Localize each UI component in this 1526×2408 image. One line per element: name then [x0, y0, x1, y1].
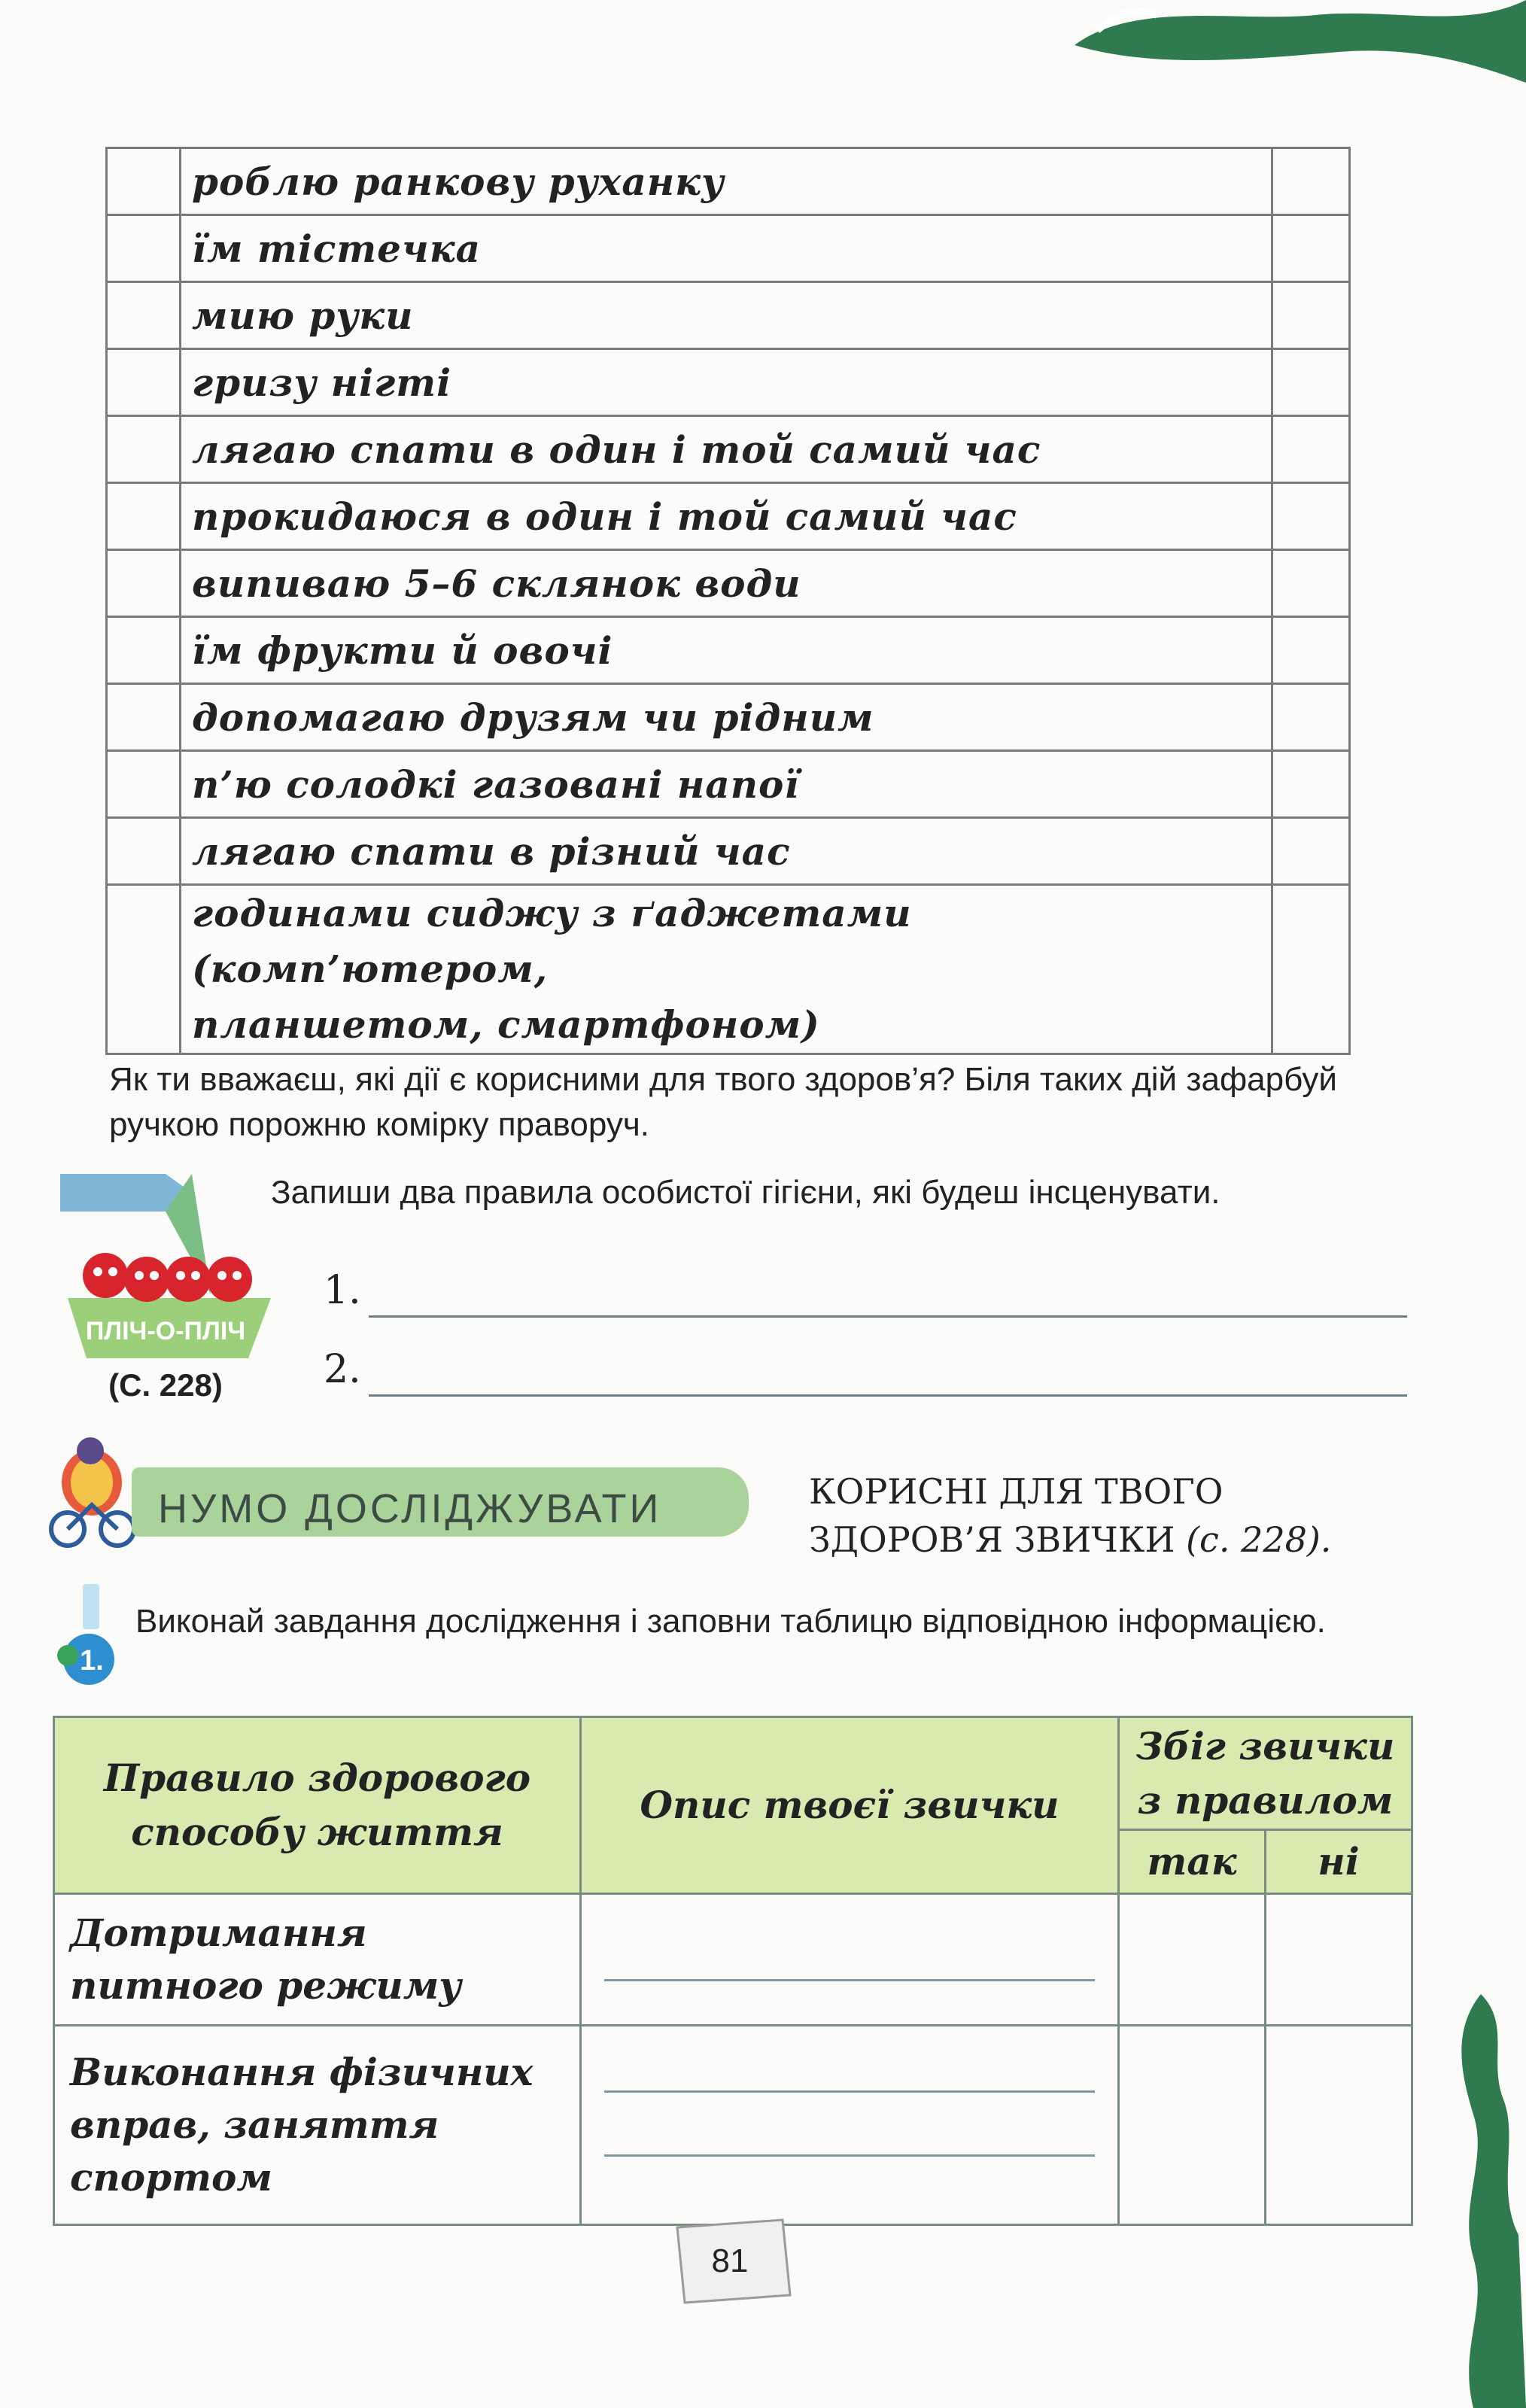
habit-row: [107, 349, 1350, 416]
habit-text-line: годинами сиджу з ґаджетами (комп’ютером,: [192, 891, 912, 991]
habit-input-cell[interactable]: [581, 2026, 1119, 2225]
rule-cell: Виконання фізичних вправ, заняття спортом: [54, 2026, 581, 2225]
habit-row: [107, 416, 1350, 483]
habit-mark-cell[interactable]: [1272, 282, 1350, 349]
habit-text-line: планшетом, смартфоном): [192, 1002, 820, 1047]
topic-title: [809, 1467, 1331, 1564]
topic-page: (с. 228).: [1186, 1519, 1332, 1560]
habit-mark-cell[interactable]: [1272, 148, 1350, 215]
habit-left-cell: [107, 282, 181, 349]
task-text: Виконай завдання дослідження і заповни таблицю відповідною інформацією.: [135, 1603, 1326, 1640]
corner-decoration: [1044, 0, 1526, 83]
habit-mark-cell[interactable]: [1272, 751, 1350, 818]
habit-text: лягаю спати в різний час: [181, 818, 1272, 885]
habit-text: їм тістечка: [181, 215, 1272, 282]
habit-row: [107, 751, 1350, 818]
answer-number: 1.: [324, 1268, 361, 1313]
question-text: Як ти вважаєш, які дії є корисними для твого здоров’я? Біля таких дій зафарбуй ручкою порожню комірку праворуч.: [109, 1061, 1337, 1143]
habit-mark-cell[interactable]: [1272, 416, 1350, 483]
habit-mark-cell[interactable]: [1272, 617, 1350, 684]
habit-row: [107, 550, 1350, 617]
habit-text: прокидаюся в один і той самий час: [181, 483, 1272, 550]
col-rule-header: Правило здорового способу життя: [54, 1717, 581, 1894]
habit-left-cell: [107, 215, 181, 282]
habit-input-cell[interactable]: [581, 1894, 1119, 2026]
habit-left-cell: [107, 550, 181, 617]
task-number: 1.: [80, 1645, 104, 1677]
team-badge-icon: [53, 1159, 278, 1407]
col-match-header: Збіг звички з правилом: [1119, 1717, 1412, 1830]
topic-line-1: КОРИСНІ ДЛЯ ТВОГО: [809, 1471, 1224, 1512]
habit-row: [107, 885, 1350, 1054]
habit-left-cell: [107, 416, 181, 483]
habit-text: випиваю 5–6 склянок води: [181, 550, 1272, 617]
habit-mark-cell[interactable]: [1272, 483, 1350, 550]
team-badge-label: ПЛІЧ-О-ПЛІЧ: [85, 1317, 246, 1345]
habits-table: [105, 147, 1351, 1055]
habit-text: роблю ранкову руханку: [181, 148, 1272, 215]
col-no-header: ні: [1266, 1830, 1412, 1894]
habit-text: [181, 885, 1272, 1054]
write-line: [604, 2090, 1095, 2093]
no-cell[interactable]: [1266, 2026, 1412, 2225]
habit-text: допомагаю друзям чи рідним: [181, 684, 1272, 751]
habit-left-cell: [107, 818, 181, 885]
habit-left-cell: [107, 684, 181, 751]
flask-icon: [53, 1584, 128, 1689]
habit-mark-cell[interactable]: [1272, 215, 1350, 282]
bug-cyclist-icon: [45, 1430, 143, 1550]
habit-left-cell: [107, 617, 181, 684]
habit-row: [107, 684, 1350, 751]
explore-banner: [45, 1430, 783, 1550]
answer-line-2[interactable]: [324, 1347, 1407, 1401]
habit-text: п’ю солодкі газовані напої: [181, 751, 1272, 818]
habit-left-cell: [107, 349, 181, 416]
habit-row: [107, 282, 1350, 349]
answer-number: 2.: [324, 1347, 361, 1392]
write-line: [604, 1979, 1095, 1981]
habit-mark-cell[interactable]: [1272, 684, 1350, 751]
rule-cell: Дотримання питного режиму: [54, 1894, 581, 2026]
team-task-text: Запиши два правила особистої гігієни, які будеш інсценувати.: [271, 1174, 1220, 1211]
answer-rule: [369, 1315, 1407, 1318]
habit-row: [107, 617, 1350, 684]
habit-row: [107, 215, 1350, 282]
team-page-ref: (С. 228): [108, 1367, 223, 1403]
answer-line-1[interactable]: [324, 1268, 1407, 1322]
habit-row: [107, 483, 1350, 550]
no-cell[interactable]: [1266, 1894, 1412, 2026]
habit-left-cell: [107, 885, 181, 1054]
habit-mark-cell[interactable]: [1272, 349, 1350, 416]
habit-row: [107, 148, 1350, 215]
habit-mark-cell[interactable]: [1272, 550, 1350, 617]
habit-row: [107, 818, 1350, 885]
habit-left-cell: [107, 148, 181, 215]
habit-text: лягаю спати в один і той самий час: [181, 416, 1272, 483]
habit-left-cell: [107, 483, 181, 550]
yes-cell[interactable]: [1119, 2026, 1266, 2225]
habit-mark-cell[interactable]: [1272, 885, 1350, 1054]
habit-mark-cell[interactable]: [1272, 818, 1350, 885]
answer-rule: [369, 1394, 1407, 1397]
page-number: 81: [711, 2242, 749, 2279]
write-line: [604, 2154, 1095, 2157]
habit-left-cell: [107, 751, 181, 818]
col-habit-header: Опис твоєї звички: [581, 1717, 1119, 1894]
banner-title: НУМО ДОСЛІДЖУВАТИ: [158, 1486, 662, 1531]
yes-cell[interactable]: [1119, 1894, 1266, 2026]
research-table: [53, 1716, 1413, 2226]
habit-text: їм фрукти й овочі: [181, 617, 1272, 684]
habit-text: гризу нігті: [181, 349, 1272, 416]
habit-text: мию руки: [181, 282, 1272, 349]
col-yes-header: так: [1119, 1830, 1266, 1894]
topic-line-2: ЗДОРОВ’Я ЗВИЧКИ: [809, 1519, 1175, 1560]
